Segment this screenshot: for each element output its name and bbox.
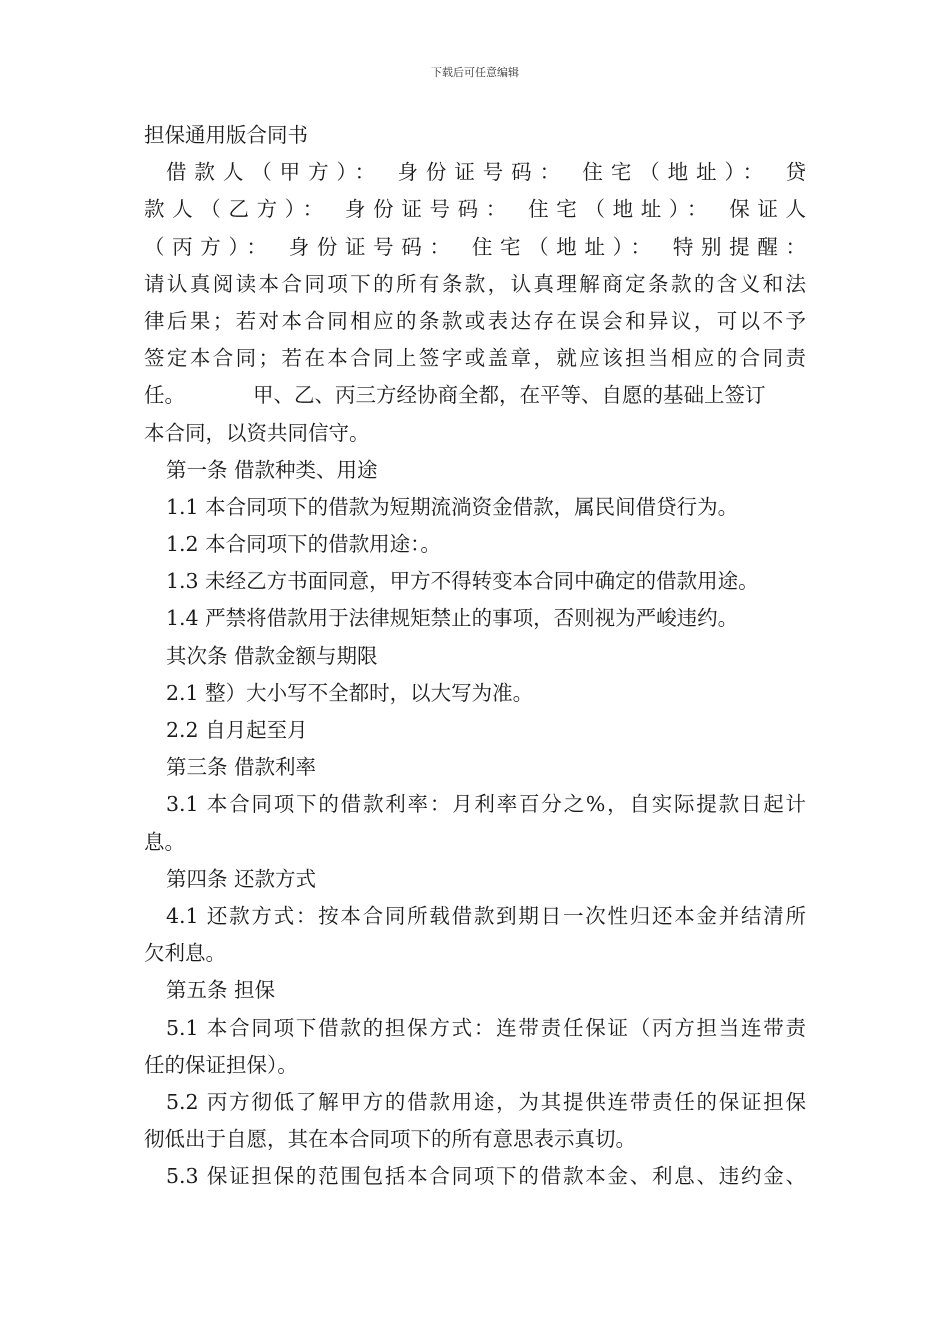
parties-line-1 bbox=[144, 154, 806, 191]
agreement-statement: 甲、乙、丙三方经协商全都，在平等、自愿的基础上签订 bbox=[253, 383, 766, 408]
notice-line: 签定本合同；若在本合同上签字或盖章，就应该担当相应的合同责 bbox=[144, 346, 806, 371]
borrower-label: 借款人（甲方）： bbox=[166, 160, 384, 185]
id-number-label: 身份证号码： bbox=[288, 234, 458, 259]
guarantor-party-label: （丙方）： bbox=[144, 234, 275, 259]
notice-end: 任。 bbox=[144, 383, 185, 408]
notice-line: 律后果；若对本合同相应的条款或表达存在误会和异议，可以不予 bbox=[144, 308, 806, 333]
document-title: 担保通用版合同书 bbox=[144, 123, 308, 147]
lender-label-end: 款人（乙方）： bbox=[144, 197, 331, 222]
clause-5-2-continued: 彻低出于自愿，其在本合同项下的所有意思表示真切。 bbox=[144, 1127, 636, 1152]
guarantor-label: 保证人 bbox=[729, 197, 806, 222]
clause-3-1: 3.1 本合同项下的借款利率：月利率百分之%，自实际提款日起计 bbox=[166, 792, 806, 817]
address-label: 住宅（地址）： bbox=[471, 234, 659, 259]
parties-line-2 bbox=[144, 191, 806, 228]
id-number-label: 身份证号码： bbox=[345, 197, 514, 222]
id-number-label: 身份证号码： bbox=[397, 160, 568, 185]
special-notice-label: 特别提醒： bbox=[672, 234, 806, 259]
clause-2-2: 2.2 自月起至月 bbox=[166, 718, 308, 742]
clause-5-1: 5.1 本合同项下借款的担保方式：连带责任保证（丙方担当连带责 bbox=[166, 1015, 806, 1040]
parties-line-3 bbox=[144, 229, 806, 266]
document-body bbox=[144, 117, 806, 1195]
lender-label-start: 贷 bbox=[785, 160, 806, 185]
article-4-title: 第四条 还款方式 bbox=[166, 866, 317, 891]
clause-5-1-continued: 任的保证担保）。 bbox=[144, 1052, 298, 1077]
article-3-title: 第三条 借款利率 bbox=[166, 755, 317, 780]
address-label: 住宅（地址）： bbox=[582, 160, 772, 185]
clause-4-1-continued: 欠利息。 bbox=[144, 941, 226, 966]
clause-1-1: 1.1 本合同项下的借款为短期流淌资金借款，属民间借贷行为。 bbox=[166, 494, 739, 519]
clause-1-3: 1.3 未经乙方书面同意，甲方不得转变本合同中确定的借款用途。 bbox=[166, 569, 759, 594]
clause-2-1: 2.1 整）大小写不全都时，以大写为准。 bbox=[166, 680, 534, 705]
page-header: 下载后可任意编辑 bbox=[431, 66, 519, 79]
intro-end: 本合同，以资共同信守。 bbox=[144, 420, 370, 445]
clause-1-2: 1.2 本合同项下的借款用途：。 bbox=[166, 532, 441, 557]
address-label: 住宅（地址）： bbox=[528, 197, 715, 222]
clause-4-1: 4.1 还款方式：按本合同所载借款到期日一次性归还本金并结清所 bbox=[166, 903, 806, 928]
clause-5-2: 5.2 丙方彻低了解甲方的借款用途，为其提供连带责任的保证担保 bbox=[166, 1089, 806, 1114]
clause-3-1-continued: 息。 bbox=[144, 829, 185, 854]
article-2-title: 其次条 借款金额与期限 bbox=[166, 643, 378, 668]
notice-last-line bbox=[144, 377, 806, 414]
clause-1-4: 1.4 严禁将借款用于法律规矩禁止的事项，否则视为严峻违约。 bbox=[166, 606, 739, 631]
article-1-title: 第一条 借款种类、用途 bbox=[166, 457, 378, 482]
notice-line: 请认真阅读本合同项下的所有条款，认真理解商定条款的含义和法 bbox=[144, 271, 806, 296]
article-5-title: 第五条 担保 bbox=[166, 978, 276, 1003]
clause-5-3: 5.3 保证担保的范围包括本合同项下的借款本金、利息、违约金、 bbox=[166, 1164, 806, 1189]
